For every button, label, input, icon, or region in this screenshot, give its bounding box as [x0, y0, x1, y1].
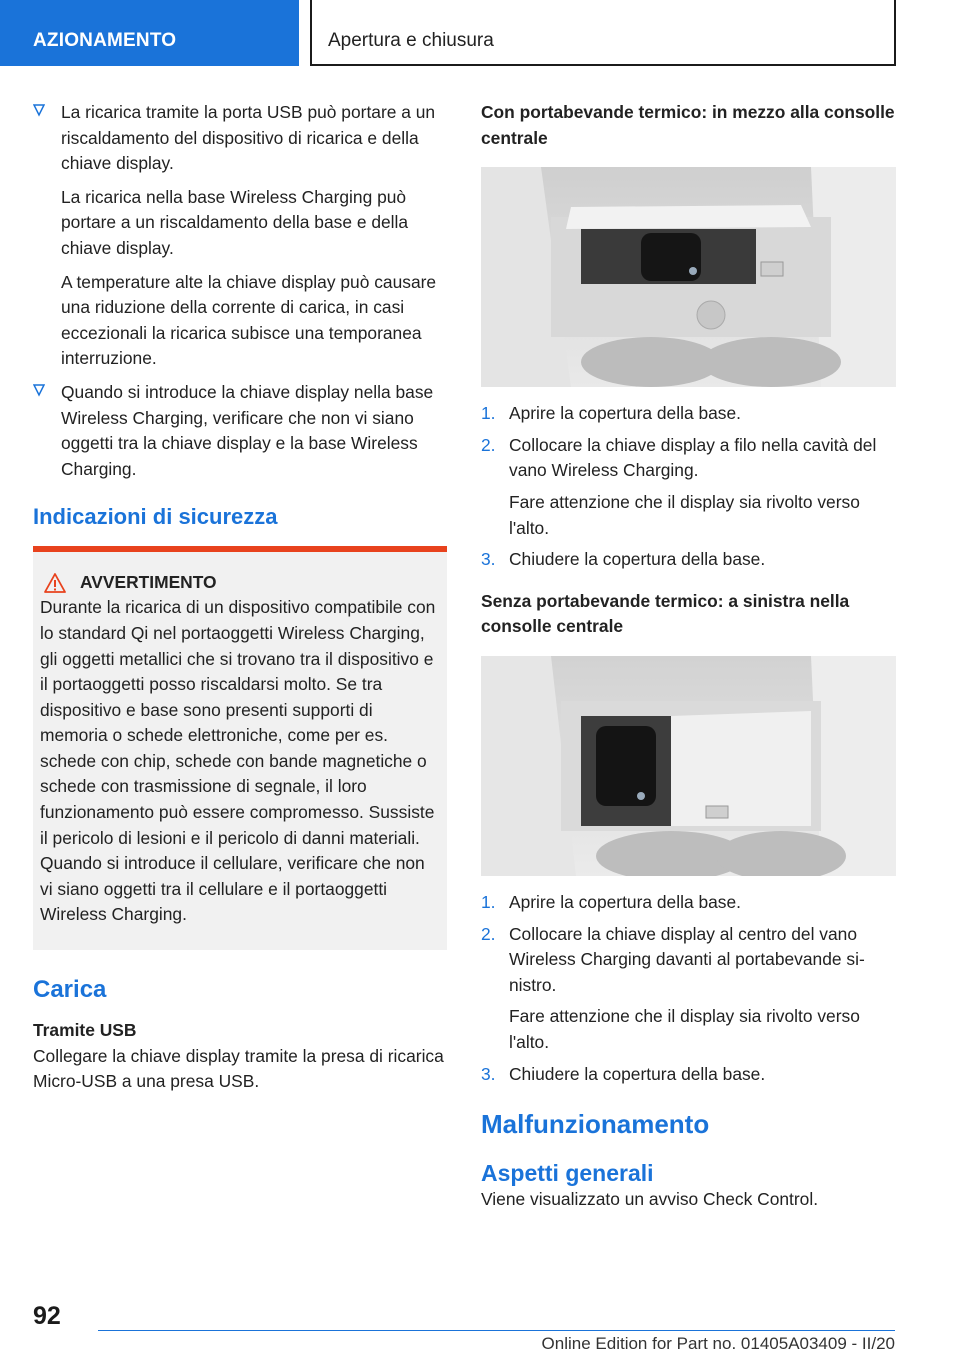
warning-triangle-icon [44, 573, 66, 593]
left-column [33, 100, 447, 1095]
photo-center-console [481, 167, 896, 387]
chapter-title: Apertura e chiusura [310, 0, 896, 66]
page-header [0, 0, 960, 66]
warning-text: Durante la ricarica di un dispositivo compatibile con lo standard Qi nel portaoggetti Wireless Charging, gli oggetti metallici che si trovano tra il dispositivo e il portaoggetti posso riscaldarsi molto. Se tra dispositivo e base sono presenti supporti di memoria o schede elettroniche, come per es. schede con chip, schede con bande magnetiche o schede con trasmissione di segnale, il loro funzionamento può essere compromesso. Sussiste il pericolo di lesioni e il pericolo di danni materiali. Quando si introduce il cellulare, verificare che non vi siano oggetti tra il cellulare e il portaoggetti Wireless Charging. [40, 597, 436, 925]
heading-no-thermal-holder: Senza portabevande termico: a sinistra nella consolle centrale [481, 590, 850, 637]
list-item [33, 380, 447, 482]
steps-list-2 [481, 890, 896, 1087]
section-tab: AZIONAMENTO [0, 0, 299, 66]
heading-thermal-holder: Con portabevande termico: in mezzo alla consolle centrale [481, 102, 895, 148]
usb-heading: Tramite USB [33, 1020, 137, 1041]
triangle-bullet-icon [33, 383, 45, 397]
bullet-paragraph: A temperature alte la chiave display può causare una riduzione della corrente di carica, in casi eccezionali la ricarica subisce una temporanea interruzione. [61, 271, 437, 369]
general-text: Viene visualizzato un avviso Check Control. [481, 1189, 819, 1210]
warning-title: AVVERTIMENTO [40, 572, 438, 593]
warning-box [33, 546, 447, 950]
malfunction-heading: Malfunzionamento [481, 1109, 710, 1140]
page-number: 92 [33, 1302, 61, 1330]
bullet-list [33, 100, 447, 482]
footer-edition: Online Edition for Part no. 01405A03409 - II/20 [541, 1334, 895, 1353]
list-item: 3. Chiudere la copertura della base. [481, 549, 766, 570]
safety-heading: Indicazioni di sicurezza [33, 504, 278, 530]
footer-divider [98, 1330, 895, 1331]
triangle-bullet-icon [33, 103, 45, 117]
list-item: 2. Collocare la chiave display a filo nella cavità del vano Wireless Charging. Fare attenzione che il display sia rivolto verso l'alto. [481, 434, 877, 538]
list-item [33, 100, 447, 372]
photo-left-console [481, 656, 896, 876]
bullet-paragraph: La ricarica nella base Wireless Charging può portare a un riscaldamento della base e della chiave display. [61, 186, 409, 258]
list-item: 2. Collocare la chiave display al centro del vano Wireless Charging davanti al portabevande sinistro. Fare attenzione che il display sia rivolto verso l'alto. [481, 923, 865, 1052]
bullet-paragraph: La ricarica tramite la porta USB può portare a un riscaldamento del dispositivo di ricarica e della chiave display. [61, 102, 436, 174]
charge-heading: Carica [33, 976, 107, 1004]
steps-list-1 [481, 401, 896, 573]
bullet-paragraph: Quando si introduce la chiave display nella base Wireless Charging, verificare che non vi siano oggetti tra la chiave display e la base Wireless Charging. [61, 381, 434, 479]
usb-text: Collegare la chiave display tramite la presa di ricarica Micro-USB a una presa USB. [33, 1045, 444, 1092]
general-heading: Aspetti generali [481, 1160, 654, 1187]
list-item: 1. Aprire la copertura della base. [481, 891, 742, 912]
list-item: 3. Chiudere la copertura della base. [481, 1063, 766, 1084]
list-item: 1. Aprire la copertura della base. [481, 403, 742, 424]
right-column [481, 100, 896, 1213]
